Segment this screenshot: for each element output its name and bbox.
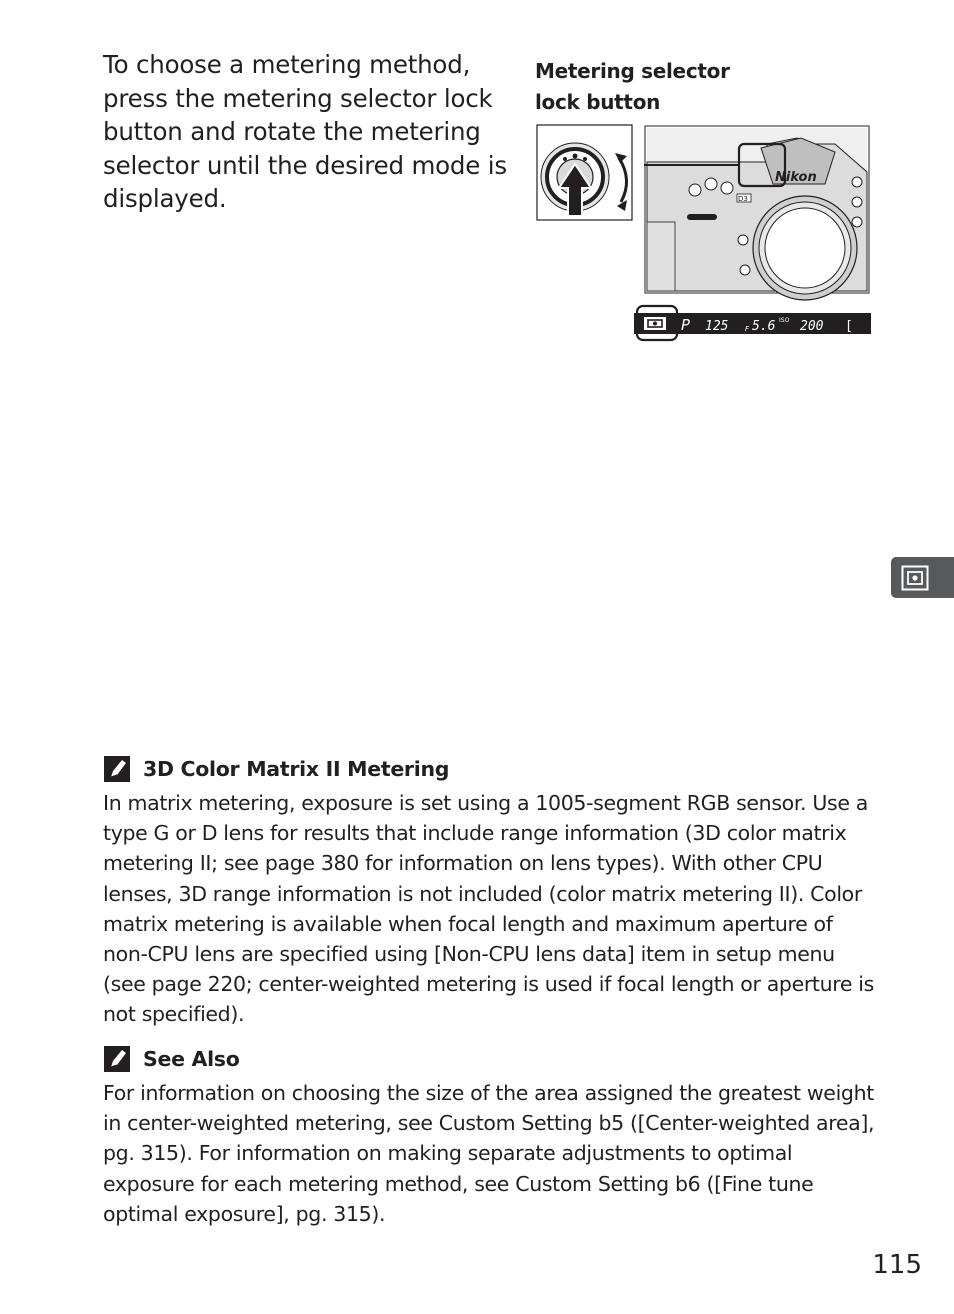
lcd-aperture: 5.6: [752, 319, 776, 334]
lcd-iso-label: ISO: [779, 317, 790, 324]
lcd-shutter-speed: 125: [705, 319, 729, 334]
camera-brand-logo: Nikon: [775, 170, 817, 185]
pencil-note-icon: [103, 755, 131, 783]
note-body: In matrix metering, exposure is set using a 1005-segment RGB sensor. Use a type G or D lens for results that include range information (3D color matrix metering II; see page 380 for information on lens types). With other CPU lenses, 3D range information is not included (color matrix metering II). Color matrix metering is available when focal length and maximum aperture of non-CPU lens are specified using [Non-CPU lens data] item in setup menu (see page 220; center-weighted metering is used if focal length or aperture is not specified).: [103, 791, 874, 1027]
note-title: 3D Color Matrix II Metering: [143, 757, 450, 781]
lcd-extra: [: [845, 319, 853, 334]
lcd-iso-value: 200: [800, 319, 824, 334]
lcd-aperture-prefix: F: [745, 325, 750, 333]
note-see-also: [103, 1044, 875, 1229]
note-body: For information on choosing the size of the area assigned the greatest weight in center-weighted metering, see Custom Setting b5 ([Center-weighted area], pg. 315). For information on making separate adjustments to optimal exposure for each metering method, see Custom Setting b6 ([Fine tune optimal exposure], pg. 315).: [103, 1081, 875, 1226]
camera-illustration: [535, 122, 875, 346]
control-panel-lcd: [634, 306, 871, 340]
page-number: 115: [872, 1250, 922, 1280]
camera-body: [644, 126, 869, 300]
note-3d-color-matrix: [103, 754, 875, 1030]
note-title: See Also: [143, 1047, 240, 1071]
metering-selector-inset: [537, 125, 632, 220]
metering-icon: [901, 565, 929, 591]
camera-model-badge: D3: [738, 195, 748, 203]
chapter-tab: [891, 557, 954, 598]
intro-paragraph: To choose a metering method, press the metering selector lock button and rotate the metering selector until the desired mode is displayed.: [103, 50, 507, 214]
pencil-note-icon: [103, 1045, 131, 1073]
metering-lock-callout-label: Metering selector lock button: [535, 59, 730, 114]
lcd-mode: P: [681, 316, 691, 334]
